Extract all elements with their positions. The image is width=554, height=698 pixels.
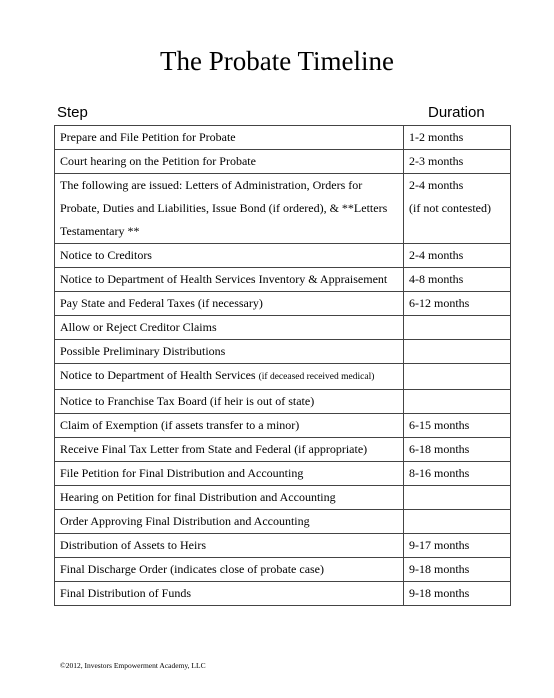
step-cell — [55, 316, 404, 340]
step-text: Notice to Department of Health Services Inventory & Appraisement — [60, 272, 388, 286]
page-title: The Probate Timeline — [160, 46, 394, 76]
table-row — [55, 292, 511, 316]
duration-cell — [404, 268, 511, 292]
duration-text: 2-4 months — [409, 248, 464, 262]
duration-text: 9-17 months — [409, 538, 470, 552]
table-row — [55, 150, 511, 174]
duration-cell — [404, 364, 511, 390]
probate-timeline-table — [54, 125, 511, 606]
table-row — [55, 174, 511, 244]
table-row — [55, 558, 511, 582]
step-text: Distribution of Assets to Heirs — [60, 538, 206, 552]
duration-cell — [404, 510, 511, 534]
step-text: Final Distribution of Funds — [60, 586, 192, 600]
step-text: Court hearing on the Petition for Probate — [60, 154, 256, 168]
step-text: Prepare and File Petition for Probate — [60, 130, 236, 144]
duration-column-header: Duration — [428, 104, 485, 121]
step-column-header: Step — [57, 104, 88, 121]
duration-cell — [404, 174, 511, 244]
duration-cell — [404, 582, 511, 606]
duration-cell — [404, 150, 511, 174]
table-row — [55, 126, 511, 150]
step-cell — [55, 534, 404, 558]
step-cell — [55, 414, 404, 438]
duration-text: 9-18 months — [409, 586, 470, 600]
table-row — [55, 316, 511, 340]
step-cell — [55, 582, 404, 606]
table-row — [55, 268, 511, 292]
step-text: The following are issued: Letters of Administration, Orders for Probate, Duties and Liabilities, Issue Bond (if ordered), & **Letters Testamentary ** — [60, 178, 388, 238]
table-row — [55, 510, 511, 534]
copyright-footer: ©2012, Investors Empowerment Academy, LLC — [60, 661, 206, 670]
step-text: Allow or Reject Creditor Claims — [60, 320, 217, 334]
duration-text: 8-16 months — [409, 466, 470, 480]
step-cell — [55, 244, 404, 268]
table-row — [55, 340, 511, 364]
duration-cell — [404, 390, 511, 414]
duration-cell — [404, 462, 511, 486]
duration-cell — [404, 244, 511, 268]
step-cell — [55, 292, 404, 316]
duration-text: 6-15 months — [409, 418, 470, 432]
step-text: Possible Preliminary Distributions — [60, 344, 226, 358]
step-text: Final Discharge Order (indicates close of probate case) — [60, 562, 325, 576]
duration-cell — [404, 558, 511, 582]
step-cell — [55, 438, 404, 462]
step-cell — [55, 510, 404, 534]
duration-cell — [404, 438, 511, 462]
duration-cell — [404, 292, 511, 316]
step-text: Order Approving Final Distribution and Accounting — [60, 514, 310, 528]
step-cell — [55, 174, 404, 244]
step-cell — [55, 340, 404, 364]
duration-cell — [404, 340, 511, 364]
step-text: Notice to Creditors — [60, 248, 152, 262]
step-text: File Petition for Final Distribution and Accounting — [60, 466, 304, 480]
step-cell — [55, 390, 404, 414]
duration-text: 2-3 months — [409, 154, 464, 168]
duration-text: 6-12 months — [409, 296, 470, 310]
table-row — [55, 390, 511, 414]
table-row — [55, 486, 511, 510]
table-row — [55, 582, 511, 606]
table-row — [55, 244, 511, 268]
duration-text: 9-18 months — [409, 562, 470, 576]
step-cell — [55, 268, 404, 292]
step-cell — [55, 558, 404, 582]
step-cell — [55, 486, 404, 510]
duration-text: 6-18 months — [409, 442, 470, 456]
duration-note: (if not contested) — [409, 201, 491, 215]
duration-text: 1-2 months — [409, 130, 464, 144]
step-text: Hearing on Petition for final Distribution and Accounting — [60, 490, 336, 504]
duration-cell — [404, 316, 511, 340]
duration-cell — [404, 486, 511, 510]
step-text: Notice to Department of Health Services — [60, 368, 256, 382]
table-row — [55, 414, 511, 438]
duration-cell — [404, 126, 511, 150]
step-cell — [55, 462, 404, 486]
duration-text: 2-4 months — [409, 178, 464, 192]
step-text: Claim of Exemption (if assets transfer to a minor) — [60, 418, 300, 432]
step-text: Receive Final Tax Letter from State and Federal (if appropriate) — [60, 442, 368, 456]
table-row — [55, 438, 511, 462]
step-text: Notice to Franchise Tax Board (if heir is out of state) — [60, 394, 315, 408]
step-cell — [55, 150, 404, 174]
table-row — [55, 364, 511, 390]
step-cell — [55, 364, 404, 390]
duration-text: 4-8 months — [409, 272, 464, 286]
duration-cell — [404, 414, 511, 438]
duration-cell — [404, 534, 511, 558]
step-note: (if deceased received medical) — [258, 372, 375, 382]
table-row — [55, 462, 511, 486]
step-cell — [55, 126, 404, 150]
table-row — [55, 534, 511, 558]
step-text: Pay State and Federal Taxes (if necessary) — [60, 296, 263, 310]
